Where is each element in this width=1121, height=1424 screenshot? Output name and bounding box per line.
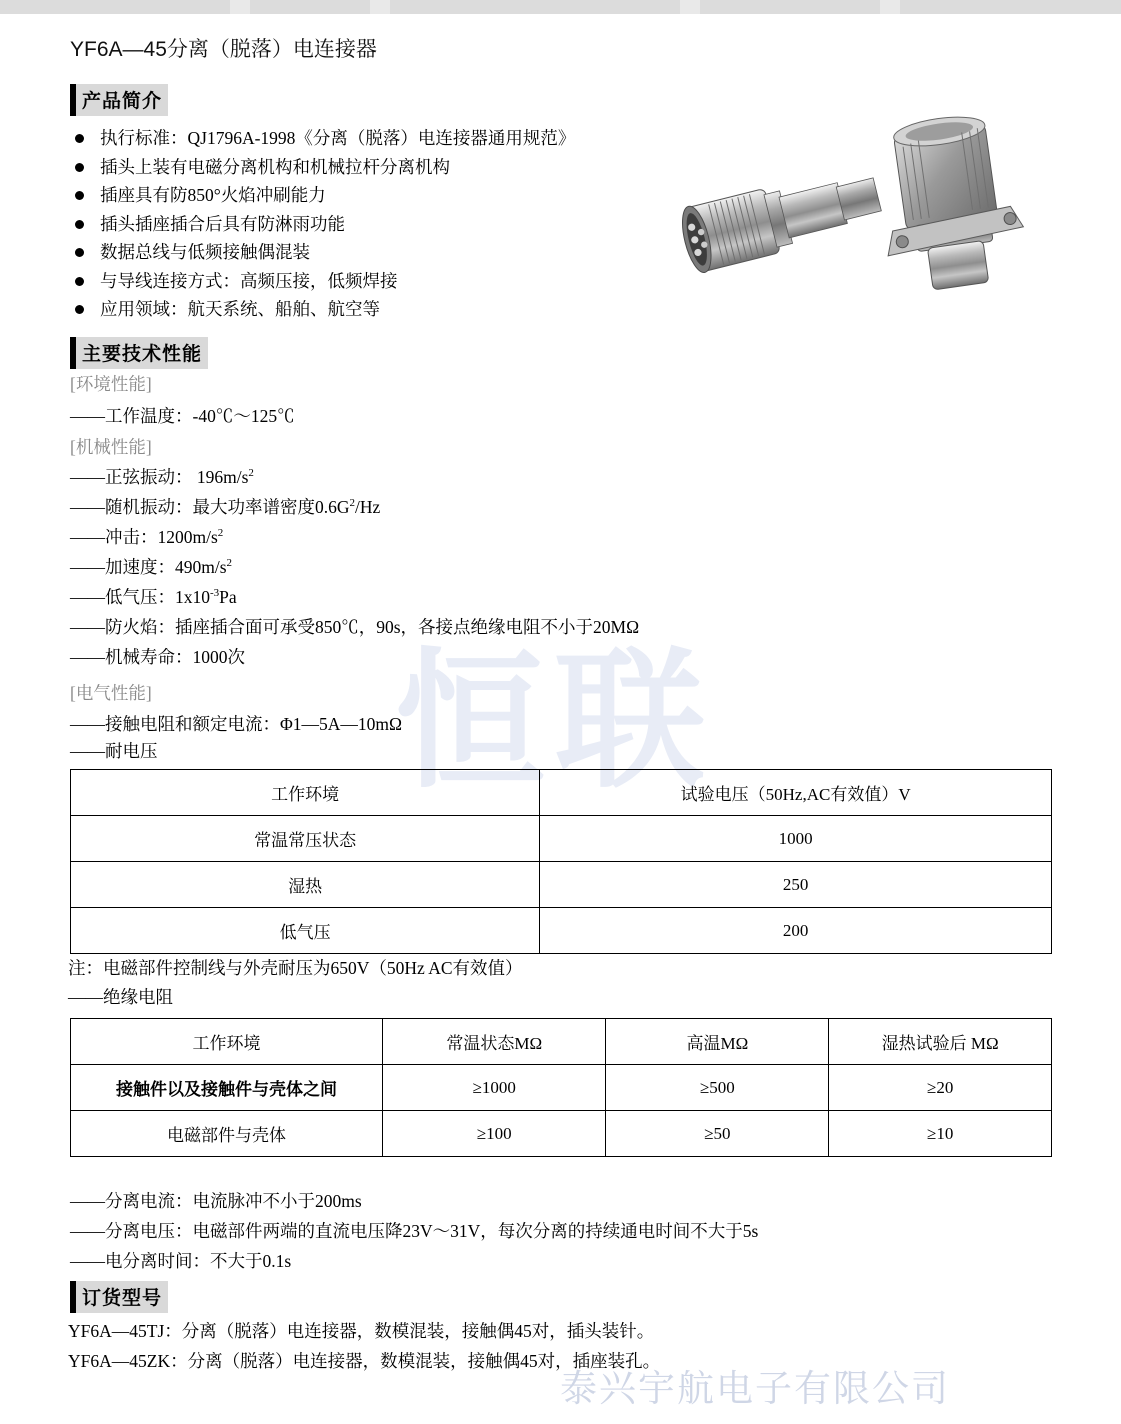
th-work-env: 工作环境 (71, 1019, 383, 1065)
section-heading-spec: 主要技术性能 (70, 337, 208, 369)
sup-4: 2 (226, 557, 233, 570)
mech-group-label: [机械性能] (70, 437, 152, 457)
tail-line-separation-current: ——分离电流：电流脉冲不小于200ms (70, 1191, 362, 1211)
list-item: 与导线连接方式：高频压接，低频焊接 (70, 267, 575, 296)
elec-line-contact-resistance: ——接触电阻和额定电流：Φ1—5A—10mΩ (70, 714, 403, 734)
env-group-label: [环境性能] (70, 374, 152, 394)
cell-env: 湿热 (71, 862, 540, 908)
table-row (71, 1111, 1052, 1157)
mech-line-text: ——低气压：1x10 (70, 587, 210, 607)
list-item: 数据总线与低频接触偶混装 (70, 238, 575, 267)
mech-line-sine-vibration (70, 464, 254, 489)
mech-line-shock (70, 524, 223, 549)
order-line-tj: YF6A—45TJ：分离（脱落）电连接器，数模混装，接触偶45对，插头装针。 (68, 1321, 655, 1341)
mech-line-text: ——随机振动：最大功率谱密度0.6G (70, 497, 350, 517)
elec-group-label: [电气性能] (70, 683, 152, 703)
insulation-resistance-label: ——绝缘电阻 (68, 987, 173, 1007)
order-line-zk: YF6A—45ZK：分离（脱落）电连接器，数模混装，接触偶45对，插座装孔。 (68, 1351, 661, 1371)
env-temperature-line: ——工作温度：-40℃～125℃ (70, 406, 295, 426)
section-heading-order: 订货型号 (70, 1281, 168, 1313)
mech-line-text: ——加速度：490m/s (70, 557, 227, 577)
table-row (71, 1065, 1052, 1111)
th-normal-temp: 常温状态MΩ (383, 1019, 606, 1065)
sup-3: 2 (217, 527, 224, 540)
intro-bullet-list (70, 124, 575, 324)
sup-5-tail: Pa (219, 587, 237, 607)
sup-5: -3 (210, 587, 220, 600)
th-humid-heat: 湿热试验后 MΩ (829, 1019, 1052, 1065)
mech-line-acceleration (70, 554, 232, 579)
list-item: 插座具有防850°火焰冲刷能力 (70, 181, 575, 210)
elec-line-withstand-voltage: ——耐电压 (70, 741, 158, 761)
list-item: 执行标准：QJ1796A-1998《分离（脱落）电连接器通用规范》 (70, 124, 575, 153)
mech-line-text: ——正弦振动： 196m/s (70, 467, 249, 487)
cell-value: ≥500 (606, 1065, 829, 1111)
list-item: 插头上装有电磁分离机构和机械拉杆分离机构 (70, 153, 575, 182)
th-high-temp: 高温MΩ (606, 1019, 829, 1065)
cell-env: 电磁部件与壳体 (71, 1111, 383, 1157)
table-row (71, 816, 1052, 862)
sup-1: 2 (248, 467, 254, 480)
mech-line-random-vibration (70, 494, 380, 519)
cell-value: 250 (540, 862, 1052, 908)
mech-line-flame: ——防火焰：插座插合面可承受850℃，90s，各接点绝缘电阻不小于20MΩ (70, 617, 640, 637)
tail-line-separation-time: ——电分离时间：不大于0.1s (70, 1251, 292, 1271)
cell-value: ≥20 (829, 1065, 1052, 1111)
voltage-table-note: 注：电磁部件控制线与外壳耐压为650V（50Hz AC有效值） (68, 958, 523, 978)
insulation-resistance-table (70, 1018, 1052, 1157)
table-row (71, 908, 1052, 954)
mech-line-life: ——机械寿命：1000次 (70, 647, 245, 667)
top-decorative-band (0, 0, 1121, 14)
cell-value: ≥1000 (383, 1065, 606, 1111)
cell-env: 低气压 (71, 908, 540, 954)
cell-value: ≥10 (829, 1111, 1052, 1157)
table-header-row (71, 770, 1052, 816)
watermark-text: 恒联 (395, 640, 716, 806)
page-title: YF6A—45分离（脱落）电连接器 (70, 38, 377, 61)
th-test-voltage: 试验电压（50Hz,AC有效值）V (540, 770, 1052, 816)
cell-env: 常温常压状态 (71, 816, 540, 862)
product-photo (675, 110, 1055, 300)
cell-value: 200 (540, 908, 1052, 954)
voltage-test-table (70, 769, 1052, 954)
mech-line-low-pressure (70, 584, 237, 609)
cell-value: 1000 (540, 816, 1052, 862)
tail-line-separation-voltage: ——分离电压：电磁部件两端的直流电压降23V～31V，每次分离的持续通电时间不大于5s (70, 1221, 759, 1241)
footer-watermark-text: 泰兴宇航电子有限公司 (560, 1369, 950, 1410)
list-item: 插头插座插合后具有防淋雨功能 (70, 210, 575, 239)
sup-2-tail: /Hz (355, 497, 381, 517)
mech-line-text: ——冲击：1200m/s (70, 527, 218, 547)
table-header-row (71, 1019, 1052, 1065)
cell-value: ≥50 (606, 1111, 829, 1157)
section-heading-intro: 产品简介 (70, 84, 168, 116)
cell-value: ≥100 (383, 1111, 606, 1157)
cell-env: 接触件以及接触件与壳体之间 (71, 1065, 383, 1111)
list-item: 应用领域：航天系统、船舶、航空等 (70, 295, 575, 324)
table-row (71, 862, 1052, 908)
th-work-env: 工作环境 (71, 770, 540, 816)
sup-2: 2 (349, 497, 356, 510)
